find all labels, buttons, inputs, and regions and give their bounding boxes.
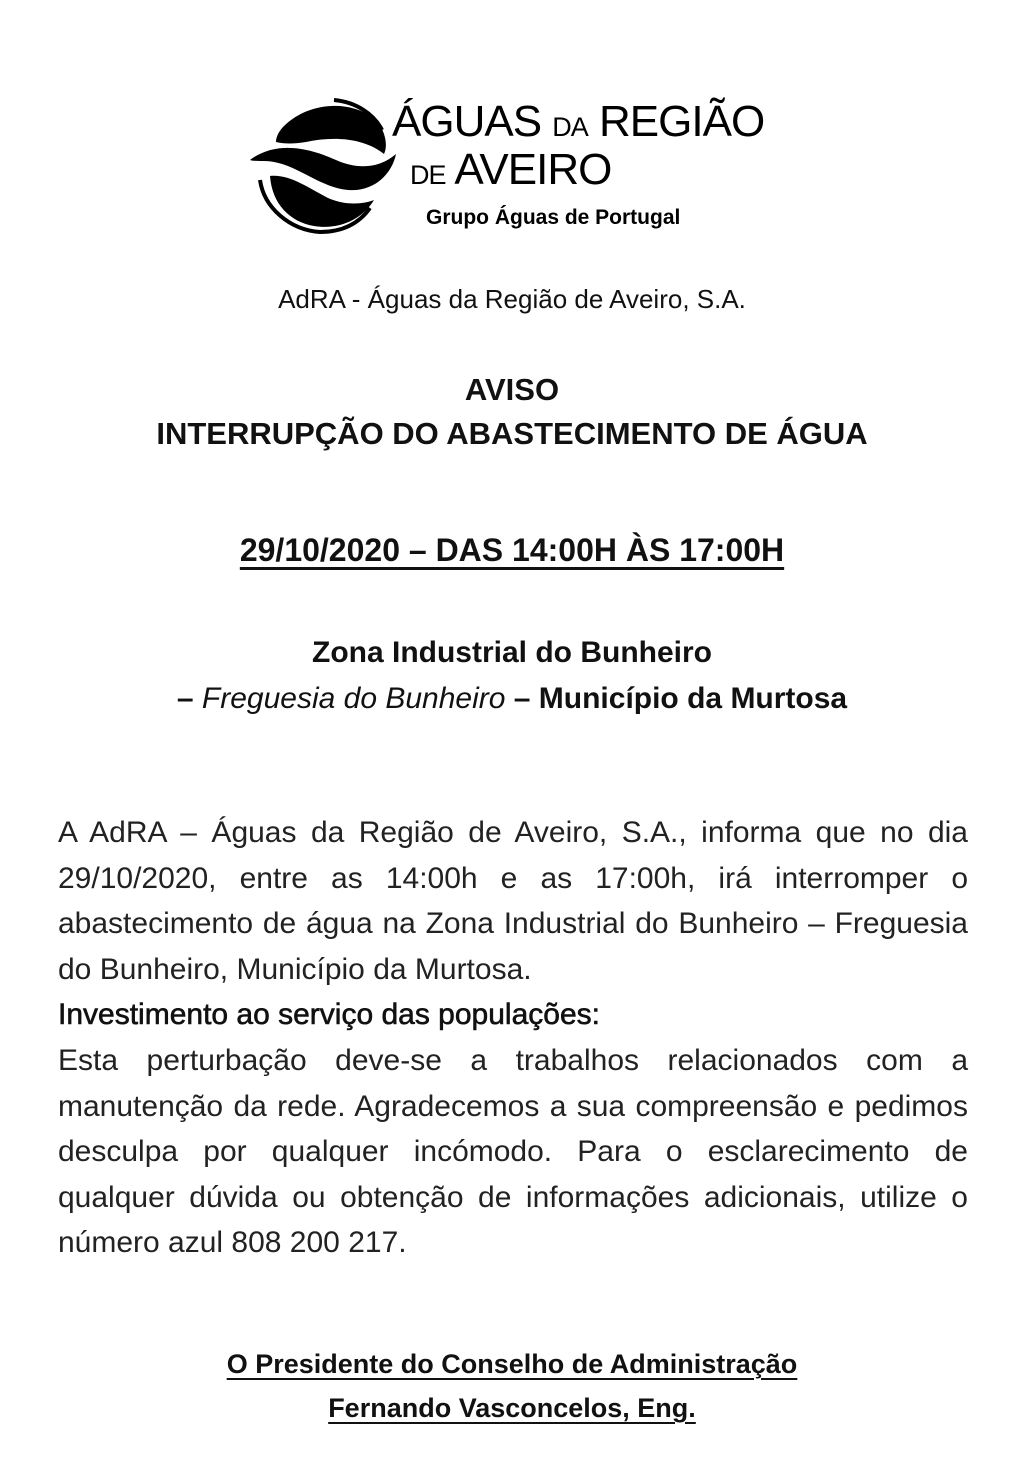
notice-title <box>0 368 1024 456</box>
zone-location: – Freguesia do Bunheiro – Município da Murtosa <box>176 682 848 715</box>
body-subheading: Investimento ao serviço das populações: <box>58 998 600 1032</box>
water-wave-emblem-icon <box>246 96 396 234</box>
signatory-name: Fernando Vasconcelos, Eng. <box>328 1393 696 1423</box>
zone-name: Zona Industrial do Bunheiro <box>312 636 712 669</box>
body-paragraph-2: Esta perturbação deve-se a trabalhos relacionados com a manutenção da rede. Agradecemos a sua compreensão e pedimos desculpa por qualquer incómodo. Para o esclarecimento de qualquer dúvida ou obtenção de informações adicionais, utilize o número azul 808 200 217. <box>58 1043 968 1260</box>
company-name: AdRA - Águas da Região de Aveiro, S.A. <box>278 284 746 314</box>
body-paragraph-1: A AdRA – Águas da Região de Aveiro, S.A., informa que no dia 29/10/2020, entre as 14:00h e as 17:00h, irá interromper o abastecimento de água na Zona Industrial do Bunheiro – Freguesia do Bunheiro, Município da Murtosa. <box>58 816 968 986</box>
interruption-date <box>0 532 1024 569</box>
affected-zone <box>0 630 1024 722</box>
municipality-name: Município da Murtosa <box>538 682 848 715</box>
logo-group-name: Grupo Águas de Portugal <box>426 206 681 229</box>
logo-line-1: ÁGUAS DA REGIÃO <box>392 97 765 146</box>
signatory-role: O Presidente do Conselho de Administração <box>226 1349 798 1379</box>
parish-name: Freguesia do Bunheiro <box>201 682 506 715</box>
logo-line-2: DE AVEIRO <box>410 145 612 194</box>
notice-title-line-2: INTERRUPÇÃO DO ABASTECIMENTO DE ÁGUA <box>156 416 868 451</box>
notice-body <box>58 810 968 1266</box>
notice-title-line-1: AVISO <box>464 372 560 407</box>
signature-block <box>0 1342 1024 1430</box>
date-time-range: 29/10/2020 – DAS 14:00H ÀS 17:00H <box>239 532 785 568</box>
company-logo <box>246 96 806 236</box>
